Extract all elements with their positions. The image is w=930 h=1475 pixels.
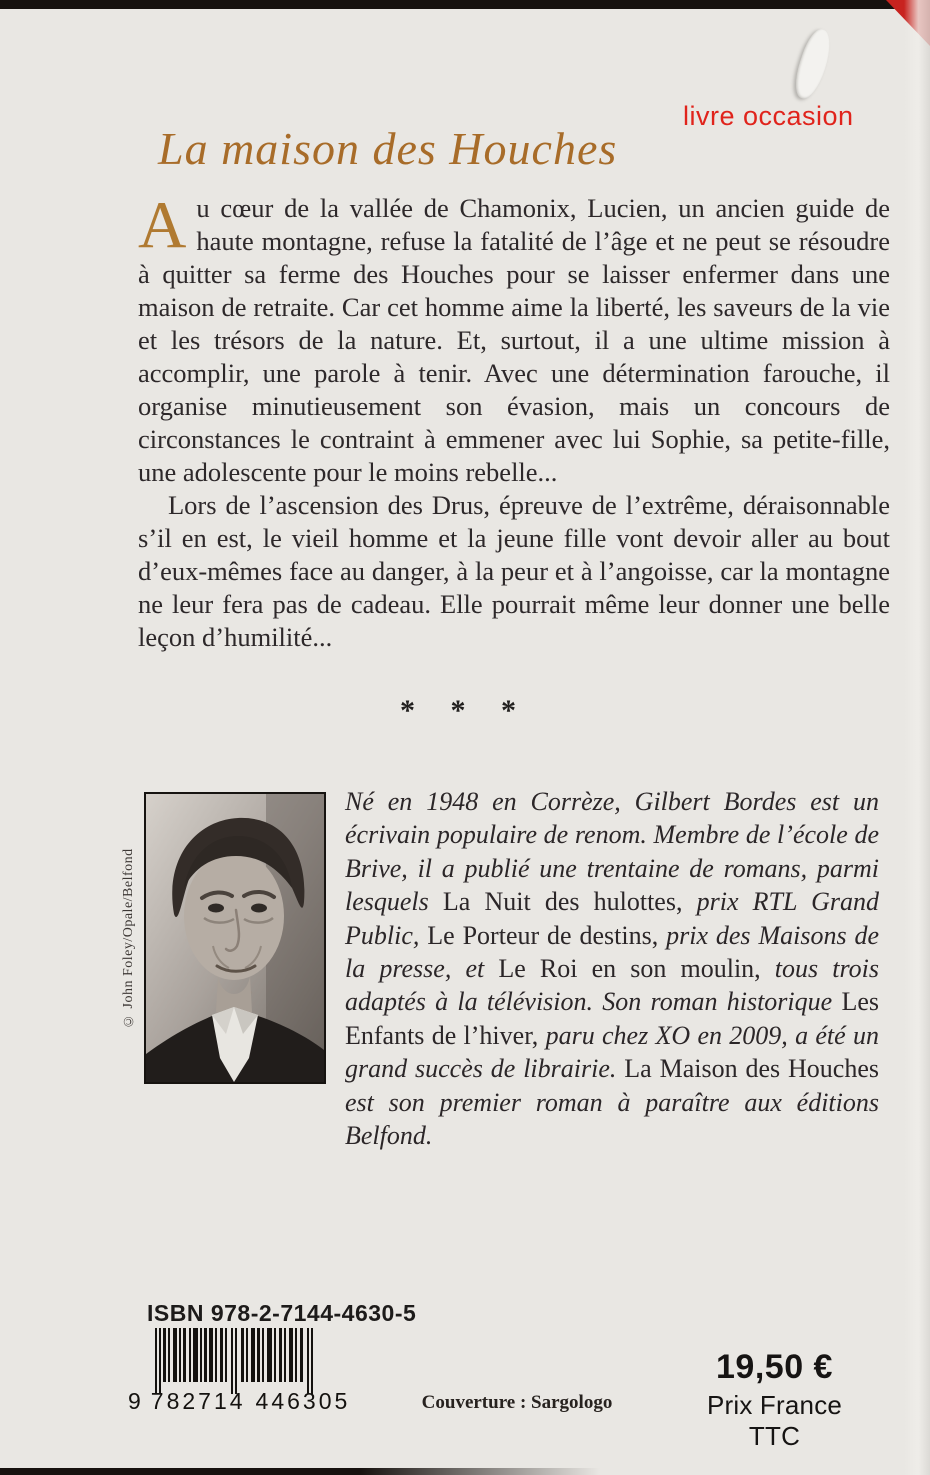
bio-book-title: Le Roi en son moulin, [498, 954, 775, 984]
bio-book-title: La Maison des Houches [624, 1054, 879, 1084]
bio-segment: prix des Maisons de la presse, et [345, 920, 880, 984]
ean13-barcode [155, 1328, 317, 1394]
barcode-lead-digit: 9 [128, 1388, 141, 1414]
price: 19,50 € [716, 1348, 833, 1386]
barcode-digits [128, 1388, 351, 1415]
price-block [682, 1348, 867, 1452]
asterisk-separator: * * * [400, 694, 530, 727]
barcode-bars [155, 1328, 317, 1394]
bio-book-title: Le Porteur de destins, [427, 920, 667, 950]
isbn-label: ISBN 978-2-7144-4630-5 [147, 1300, 417, 1326]
bio-book-title: Les Enfants de l’hiver, [345, 987, 879, 1050]
bio-segment: paru chez XO en 2009, a été un grand succès de librairie. [345, 1020, 879, 1084]
barcode-group-left: 782714 [150, 1388, 246, 1414]
bio-book-title: La Nuit des hulottes, [442, 887, 697, 917]
photo-credit: © John Foley/Opale/Belfond [121, 848, 136, 1028]
bio-segment: est son premier roman à paraître aux éditions Belfond. [345, 1087, 879, 1151]
author-bio [345, 785, 879, 1152]
paper-tear-mark [790, 26, 837, 103]
backdrop-bottom-strip [0, 1468, 600, 1475]
synopsis-paragraph-1 [138, 188, 890, 489]
used-book-stamp: livre occasion [683, 101, 854, 131]
synopsis-paragraph-2: Lors de l’ascension des Drus, épreuve de l’extrême, déraisonnable s’il en est, le vieil homme et la jeune fille vont devoir aller au bout d’eux-mêmes face au danger, à la peur et à l’angoisse, car la montagne ne leur fera pas de cadeau. Elle pourrait même leur donner une belle leçon d’humilité... [138, 490, 890, 652]
author-portrait-illustration [146, 794, 324, 1082]
price-note: Prix France TTC [706, 1390, 843, 1451]
cover-design-credit: Couverture : Sargologo [421, 1392, 613, 1413]
backdrop-top-strip [0, 0, 930, 9]
bio-segment: prix RTL Grand Public, [345, 887, 879, 950]
author-photo [144, 792, 326, 1084]
bio-segment: Né en 1948 en Corrèze, Gilbert Bordes est un écrivain populaire de renom. Membre de l’école de Brive, il a publié une trentaine de romans, parmi lesquels [345, 787, 879, 917]
dropcap-letter: A [138, 188, 187, 262]
bio-segment: tous trois adaptés à la télévision. Son roman historique [345, 954, 879, 1017]
synopsis-paragraph-1-text: u cœur de la vallée de Chamonix, Lucien, un ancien guide de haute montagne, refuse la fatalité de l’âge et ne peut se résoudre à quitter sa ferme des Houches pour se laisser enfermer dans une maison de retraite. Car cet homme aime la liberté, les saveurs de la vie et les trésors de la nature. Et, surtout, il a une ultime mission à accomplir, une parole à tenir. Avec une détermination farouche, il organise minutieusement son évasion, mais un concours de circonstances le contraint à emmener avec lui Sophie, sa petite-fille, une adolescente pour le moins rebelle... [138, 193, 890, 487]
page-edge-highlight [904, 0, 930, 1475]
barcode-group-right: 446305 [255, 1388, 351, 1414]
book-title: La maison des Houches [158, 123, 618, 174]
synopsis [138, 188, 890, 654]
